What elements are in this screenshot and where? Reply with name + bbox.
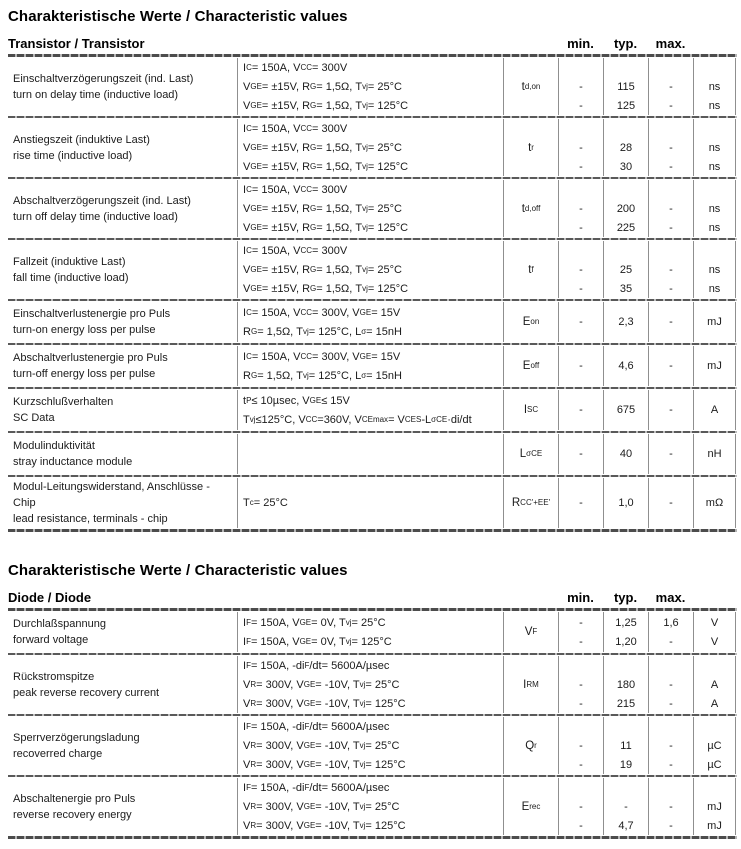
- table-row: [8, 179, 737, 238]
- condition-line: I F = 150A, -di F /dt= 5600A/µsec: [243, 659, 390, 672]
- value-max: - -: [648, 778, 693, 835]
- table-row: [8, 777, 737, 836]
- column-header-min: min.: [567, 590, 594, 605]
- parameter-name-de: Sperrverzögerungsladung: [13, 731, 140, 744]
- value-min: - -: [558, 180, 603, 237]
- parameter-name: [8, 119, 237, 176]
- symbol-cell: t d,on: [503, 58, 558, 115]
- value-max: -: [648, 302, 693, 342]
- diode-characteristics-section: [8, 562, 737, 839]
- value-unit: A: [693, 390, 736, 430]
- table-subtitle: Diode / Diode: [8, 590, 92, 605]
- table-header-row: [8, 590, 737, 605]
- column-header-max: max.: [655, 36, 686, 51]
- value-typ: 40: [603, 434, 648, 474]
- parameter-name: [8, 302, 237, 342]
- condition-line: V R = 300V, V GE = -10V, T vj = 125°C: [243, 758, 406, 771]
- parameter-name: [8, 612, 237, 652]
- value-min: - -: [558, 717, 603, 774]
- value-min: -: [558, 390, 603, 430]
- condition-line: V R = 300V, V GE = -10V, T vj = 125°C: [243, 819, 406, 832]
- table-row: [8, 118, 737, 177]
- table-bottom-rule: [8, 836, 737, 839]
- condition-line: I F = 150A, -di F /dt= 5600A/µsec: [243, 720, 390, 733]
- value-min: - -: [558, 241, 603, 298]
- test-conditions: [237, 119, 503, 176]
- table-row: [8, 240, 737, 299]
- condition-line: I C = 150A, V CC = 300V: [243, 183, 348, 196]
- test-conditions: [237, 478, 503, 528]
- value-max: - -: [648, 119, 693, 176]
- condition-line: T vj ≤125°C, V CC =360V, V CEmax = V CES -L σCE ·di/dt: [243, 413, 472, 426]
- table-row: [8, 345, 737, 387]
- parameter-name-en: peak reverse recovery current: [13, 686, 160, 699]
- test-conditions: [237, 612, 503, 652]
- value-unit: ns ns: [693, 58, 736, 115]
- test-conditions: [237, 241, 503, 298]
- parameter-name-de: Einschaltverlustenergie pro Puls: [13, 308, 171, 320]
- value-unit: mΩ: [693, 478, 736, 528]
- value-unit: mJ mJ: [693, 778, 736, 835]
- condition-line: V GE = ±15V, R G = 1,5Ω, T vj = 25°C: [243, 141, 402, 154]
- test-conditions: [237, 58, 503, 115]
- value-min: - -: [558, 58, 603, 115]
- value-min: -: [558, 346, 603, 386]
- table-row: [8, 301, 737, 343]
- value-typ: 200 225: [603, 180, 648, 237]
- condition-line: V R = 300V, V GE = -10V, T vj = 25°C: [243, 800, 400, 813]
- value-unit: V V: [693, 612, 736, 652]
- table-subtitle: Transistor / Transistor: [8, 36, 145, 51]
- table-row: [8, 611, 737, 653]
- table-header-row: [8, 36, 737, 51]
- value-typ: 4,6: [603, 346, 648, 386]
- value-typ: - 4,7: [603, 778, 648, 835]
- parameter-name-en: turn off delay time (inductive load): [13, 210, 178, 223]
- column-header-typ: typ.: [613, 36, 638, 51]
- value-unit: ns ns: [693, 241, 736, 298]
- symbol-cell: L σCE: [503, 434, 558, 474]
- value-unit: ns ns: [693, 180, 736, 237]
- condition-line: V R = 300V, V GE = -10V, T vj = 25°C: [243, 739, 400, 752]
- symbol-cell: V F: [503, 612, 558, 652]
- value-min: -: [558, 434, 603, 474]
- value-typ: 1,25 1,20: [603, 612, 648, 652]
- symbol-cell: R CC'+EE': [503, 478, 558, 528]
- section-title: Charakteristische Werte / Characteristic values: [8, 8, 348, 25]
- value-max: - -: [648, 656, 693, 713]
- condition-line: t P ≤ 10µsec, V GE ≤ 15V: [243, 394, 350, 407]
- table-row: [8, 389, 737, 431]
- symbol-cell: t f: [503, 241, 558, 298]
- test-conditions: [237, 346, 503, 386]
- test-conditions: [237, 180, 503, 237]
- value-typ: 25 35: [603, 241, 648, 298]
- symbol-cell: t r: [503, 119, 558, 176]
- condition-line: V GE = ±15V, R G = 1,5Ω, T vj = 25°C: [243, 202, 402, 215]
- parameter-name: [8, 180, 237, 237]
- parameter-name-en: turn on delay time (inductive load): [13, 88, 179, 101]
- value-unit: A A: [693, 656, 736, 713]
- parameter-name-en: rise time (inductive load): [13, 149, 133, 162]
- parameter-name-de: Abschaltverlustenergie pro Puls: [13, 352, 168, 364]
- parameter-name: [8, 717, 237, 774]
- parameter-name-en: turn-off energy loss per pulse: [13, 368, 156, 380]
- transistor-characteristics-section: [8, 8, 737, 532]
- condition-line: V GE = ±15V, R G = 1,5Ω, T vj = 125°C: [243, 99, 409, 112]
- value-max: - -: [648, 241, 693, 298]
- value-typ: 180 215: [603, 656, 648, 713]
- parameter-name-de: Anstiegszeit (induktive Last): [13, 133, 150, 146]
- value-unit: nH: [693, 434, 736, 474]
- condition-line: T c = 25°C: [243, 497, 288, 509]
- condition-line: I F = 150A, V GE = 0V, T vj = 25°C: [243, 616, 386, 629]
- parameter-name-de: Durchlaßspannung: [13, 618, 106, 630]
- value-unit: mJ: [693, 302, 736, 342]
- column-header-typ: typ.: [613, 590, 638, 605]
- value-typ: 1,0: [603, 478, 648, 528]
- parameter-name-en: lead resistance, terminals - chip: [13, 513, 168, 525]
- value-min: - -: [558, 656, 603, 713]
- condition-line: R G = 1,5Ω, T vj = 125°C, L σ = 15nH: [243, 325, 402, 338]
- parameter-name-en: forward voltage: [13, 634, 89, 646]
- test-conditions: [237, 656, 503, 713]
- test-conditions: [237, 302, 503, 342]
- value-min: - -: [558, 119, 603, 176]
- table-bottom-rule: [8, 529, 737, 532]
- value-max: -: [648, 434, 693, 474]
- condition-line: I F = 150A, -di F /dt= 5600A/µsec: [243, 781, 390, 794]
- parameter-name-en: fall time (inductive load): [13, 271, 129, 284]
- column-header-max: max.: [655, 590, 686, 605]
- condition-line: I C = 150A, V CC = 300V: [243, 122, 348, 135]
- symbol-cell: E off: [503, 346, 558, 386]
- parameter-name-en: SC Data: [13, 412, 55, 424]
- parameter-name-en: reverse recovery energy: [13, 808, 132, 821]
- parameter-name: [8, 346, 237, 386]
- value-min: -: [558, 478, 603, 528]
- table-row: [8, 716, 737, 775]
- condition-line: I F = 150A, V GE = 0V, T vj = 125°C: [243, 635, 392, 648]
- value-max: - -: [648, 58, 693, 115]
- symbol-cell: E on: [503, 302, 558, 342]
- parameter-name: [8, 241, 237, 298]
- test-conditions: [237, 434, 503, 474]
- parameter-name: [8, 434, 237, 474]
- parameter-name: [8, 778, 237, 835]
- value-typ: 11 19: [603, 717, 648, 774]
- parameter-name-de: Fallzeit (induktive Last): [13, 255, 126, 268]
- parameter-name-de: Abschaltverzögerungszeit (ind. Last): [13, 194, 191, 207]
- symbol-cell: Q r: [503, 717, 558, 774]
- symbol-cell: I RM: [503, 656, 558, 713]
- value-min: -: [558, 302, 603, 342]
- value-typ: 675: [603, 390, 648, 430]
- condition-line: R G = 1,5Ω, T vj = 125°C, L σ = 15nH: [243, 369, 402, 382]
- parameter-name: [8, 390, 237, 430]
- condition-line: V R = 300V, V GE = -10V, T vj = 25°C: [243, 678, 400, 691]
- table-row: [8, 477, 737, 529]
- value-max: 1,6 -: [648, 612, 693, 652]
- value-unit: µC µC: [693, 717, 736, 774]
- table-row: [8, 433, 737, 475]
- symbol-cell: E rec: [503, 778, 558, 835]
- parameter-name-de: Kurzschlußverhalten: [13, 396, 114, 408]
- parameter-name-de: Einschaltverzögerungszeit (ind. Last): [13, 72, 194, 85]
- value-max: -: [648, 478, 693, 528]
- condition-line: V GE = ±15V, R G = 1,5Ω, T vj = 25°C: [243, 263, 402, 276]
- condition-line: V GE = ±15V, R G = 1,5Ω, T vj = 125°C: [243, 221, 409, 234]
- column-header-min: min.: [567, 36, 594, 51]
- value-typ: 2,3: [603, 302, 648, 342]
- value-unit: ns ns: [693, 119, 736, 176]
- symbol-cell: I SC: [503, 390, 558, 430]
- value-unit: mJ: [693, 346, 736, 386]
- condition-line: V GE = ±15V, R G = 1,5Ω, T vj = 25°C: [243, 80, 402, 93]
- parameter-name-en: recoverred charge: [13, 747, 103, 760]
- value-min: - -: [558, 778, 603, 835]
- transistor-table-body: [8, 57, 737, 529]
- value-typ: 115 125: [603, 58, 648, 115]
- table-row: [8, 655, 737, 714]
- test-conditions: [237, 778, 503, 835]
- condition-line: V GE = ±15V, R G = 1,5Ω, T vj = 125°C: [243, 160, 409, 173]
- diode-table-body: [8, 611, 737, 836]
- parameter-name-en: stray inductance module: [13, 456, 133, 468]
- parameter-name-en: turn-on energy loss per pulse: [13, 324, 156, 336]
- value-max: - -: [648, 717, 693, 774]
- value-max: - -: [648, 180, 693, 237]
- condition-line: I C = 150A, V CC = 300V: [243, 244, 348, 257]
- condition-line: I C = 150A, V CC = 300V, V GE = 15V: [243, 350, 401, 363]
- parameter-name: [8, 478, 237, 528]
- test-conditions: [237, 717, 503, 774]
- condition-line: I C = 150A, V CC = 300V, V GE = 15V: [243, 306, 401, 319]
- value-max: -: [648, 390, 693, 430]
- condition-line: V GE = ±15V, R G = 1,5Ω, T vj = 125°C: [243, 282, 409, 295]
- parameter-name-de: Rückstromspitze: [13, 670, 95, 683]
- value-max: -: [648, 346, 693, 386]
- symbol-cell: t d,off: [503, 180, 558, 237]
- parameter-name-de: Abschaltenergie pro Puls: [13, 792, 136, 805]
- section-title: Charakteristische Werte / Characteristic values: [8, 562, 348, 579]
- condition-line: V R = 300V, V GE = -10V, T vj = 125°C: [243, 697, 406, 710]
- parameter-name-de: Modulinduktivität: [13, 440, 95, 452]
- parameter-name-de: Modul-Leitungswiderstand, Anschlüsse - Chip: [13, 481, 210, 509]
- value-min: - -: [558, 612, 603, 652]
- test-conditions: [237, 390, 503, 430]
- parameter-name: [8, 58, 237, 115]
- parameter-name: [8, 656, 237, 713]
- value-typ: 28 30: [603, 119, 648, 176]
- table-row: [8, 57, 737, 116]
- condition-line: I C = 150A, V CC = 300V: [243, 61, 348, 74]
